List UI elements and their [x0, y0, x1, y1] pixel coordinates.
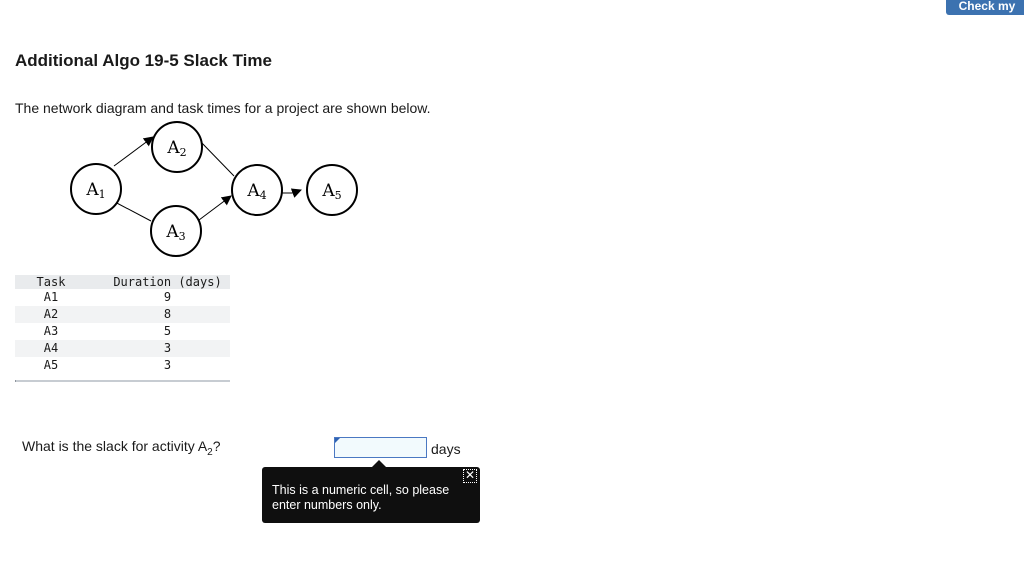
- table-row: [15, 289, 230, 306]
- column-header-duration: Duration (days): [87, 275, 230, 289]
- check-my-work-button[interactable]: Check my: [946, 0, 1024, 15]
- unit-label: days: [431, 441, 461, 457]
- edge-a1-a3: [113, 201, 151, 221]
- table-row: [15, 357, 230, 374]
- duration-cell: 9: [163, 290, 172, 304]
- duration-cell: 8: [87, 306, 230, 323]
- input-flag-icon: [335, 438, 340, 443]
- slack-answer-input[interactable]: [334, 437, 427, 458]
- table-row: [15, 340, 230, 357]
- edge-a3-a4: [199, 196, 231, 220]
- duration-cell: 5: [163, 324, 172, 338]
- task-cell: A1: [43, 290, 59, 304]
- table-row: [15, 306, 230, 323]
- question-subscript: 2: [207, 446, 213, 458]
- node-label-a2: A2: [167, 138, 187, 159]
- numeric-cell-tooltip: [262, 467, 480, 523]
- network-diagram: [60, 120, 370, 262]
- question-text-main: What is the slack for activity A: [22, 438, 208, 454]
- node-label-a3: A3: [166, 222, 186, 243]
- node-label-a4: A4: [247, 181, 267, 202]
- intro-text: The network diagram and task times for a project are shown below.: [15, 100, 431, 116]
- task-cell: A5: [43, 358, 59, 372]
- question-text-end: ?: [212, 438, 221, 454]
- node-label-a1: A1: [86, 180, 106, 201]
- duration-cell: 3: [163, 358, 172, 372]
- task-cell: A3: [43, 324, 59, 338]
- edge-a1-a2: [114, 137, 153, 166]
- table-header-row: [15, 275, 230, 289]
- node-label-a5: A5: [322, 181, 342, 202]
- duration-cell: 3: [87, 340, 230, 357]
- column-header-task: Task: [15, 275, 87, 289]
- edge-a4-a5-rise: [293, 190, 301, 193]
- page-title: Additional Algo 19-5 Slack Time: [15, 51, 272, 70]
- task-duration-table: [15, 275, 230, 374]
- edge-a2-a4: [199, 140, 234, 176]
- close-icon[interactable]: ✕: [464, 468, 476, 482]
- tooltip-message: This is a numeric cell, so please enter numbers only.: [272, 483, 450, 512]
- task-cell: A2: [15, 306, 87, 323]
- question-text: [22, 438, 221, 458]
- task-cell: A4: [15, 340, 87, 357]
- table-row: [15, 323, 230, 340]
- table-bottom-rule: [15, 380, 230, 382]
